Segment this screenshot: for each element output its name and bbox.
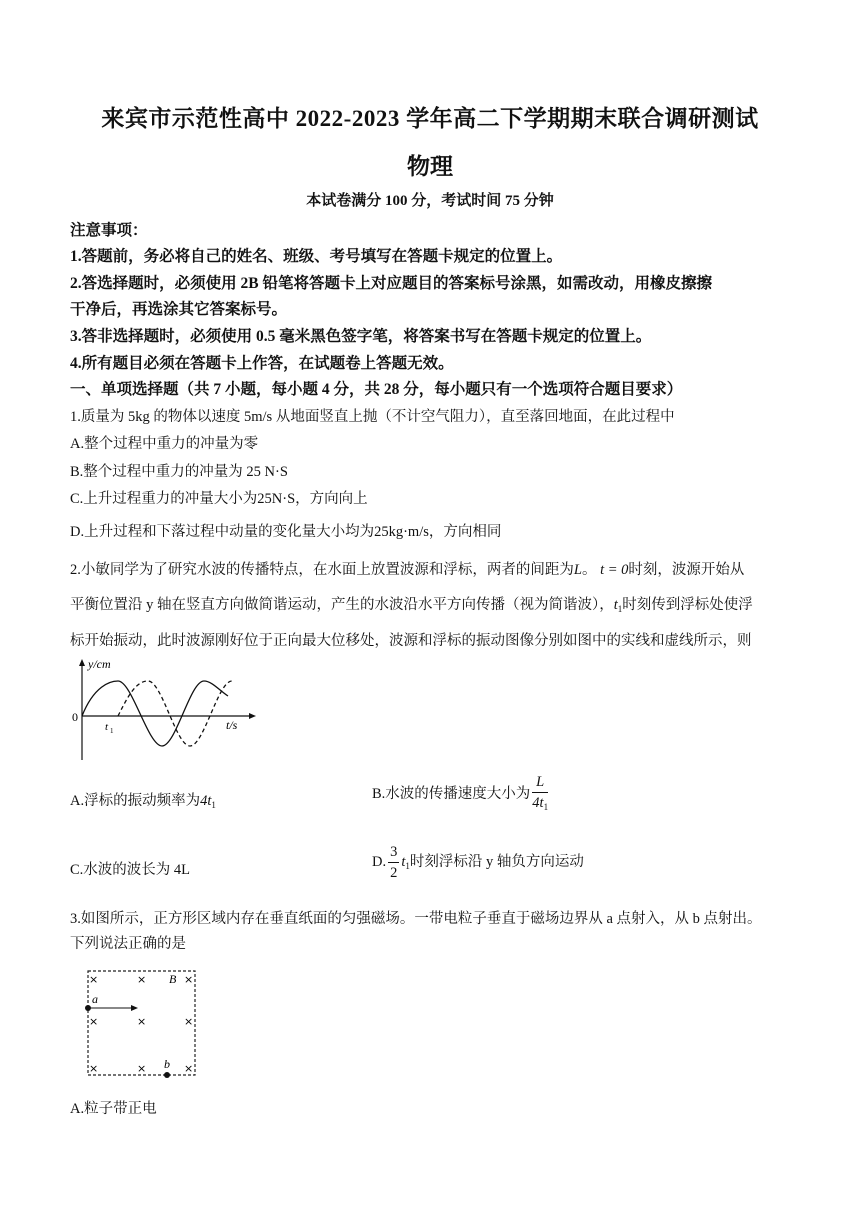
q3-option-a: A.粒子带正电: [70, 1101, 157, 1117]
q1-stem: 1.质量为 5kg 的物体以速度 5m/s 从地面竖直上抛（不计空气阻力），直至落回地面，在此过程中: [70, 409, 675, 425]
notice-item: 2.答选择题时，必须使用 2B 铅笔将答题卡上对应题目的答案标号涂黑，如需改动，用橡皮擦擦: [70, 275, 712, 292]
q1-option-c: C.上升过程重力的冲量大小为25N·S，方向向上: [70, 491, 368, 507]
field-cross: ×: [89, 1015, 99, 1028]
q2-vibration-graph: [70, 656, 260, 766]
q3-magnetic-field-figure: [78, 962, 208, 1082]
notice-item: 1.答题前，务必将自己的姓名、班级、考号填写在答题卡规定的位置上。: [70, 248, 563, 265]
q2-option-a: A.浮标的振动频率为$4t_1$: [70, 793, 216, 810]
q2-line3: 标开始振动，此时波源刚好位于正向最大位移处，波源和浮标的振动图像分别如图中的实线和虚线所示，则: [70, 633, 752, 649]
exam-meta: 本试卷满分 100 分，考试时间 75 分钟: [306, 193, 554, 209]
notice-heading: 注意事项：: [70, 222, 148, 239]
q1-option-d: D.上升过程和下落过程中动量的变化量大小均为25kg·m/s，方向相同: [70, 524, 502, 540]
point-b: [164, 1072, 170, 1078]
field-cross: ×: [89, 973, 99, 986]
field-cross: ×: [137, 1015, 147, 1028]
label-a: a: [92, 992, 98, 1006]
field-cross: ×: [184, 1062, 194, 1075]
field-cross: ×: [137, 973, 147, 986]
field-cross: ×: [137, 1062, 147, 1075]
notice-item: 4.所有题目必须在答题卡上作答，在试题卷上答题无效。: [70, 355, 454, 372]
q3-line1: 3.如图所示，正方形区域内存在垂直纸面的匀强磁场。一带电粒子垂直于磁场边界从 a 点射入，从 b 点射出。: [70, 911, 762, 927]
graph-ylabel: y/cm: [88, 657, 111, 671]
q1-option-b: B.整个过程中重力的冲量为 25 N·S: [70, 464, 288, 480]
field-cross: ×: [184, 1015, 194, 1028]
q2-option-d: D. $\frac{3}{2}$ $t_1$时刻浮标沿 y 轴负方向运动: [372, 844, 584, 881]
notice-item: 3.答非选择题时，必须使用 0.5 毫米黑色签字笔，将答案书写在答题卡规定的位置上。: [70, 328, 652, 345]
notice-item: 干净后，再选涂其它答案标号。: [70, 301, 288, 318]
graph-xlabel: t/s: [226, 718, 238, 732]
graph-tick-t: t: [105, 721, 109, 733]
label-B: B: [169, 972, 177, 986]
q2-line2: 平衡位置沿 y 轴在竖直方向做简谐运动，产生的水波沿水平方向传播（视为简谐波），$t_1$时刻传到浮标处使浮: [70, 597, 753, 614]
graph-origin: 0: [72, 710, 78, 724]
field-cross: ×: [184, 973, 194, 986]
q2-option-c: C.水波的波长为 4L: [70, 862, 191, 878]
q2-option-b: B.水波的传播速度大小为 $\frac{L}{4t_1}$: [372, 774, 549, 812]
q3-line2: 下列说法正确的是: [70, 936, 186, 952]
q2-line1: 2.小敏同学为了研究水波的传播特点，在水面上放置波源和浮标，两者的间距为L。 t = 0时刻，波源开始从: [70, 562, 745, 578]
label-b: b: [164, 1057, 170, 1071]
field-cross: ×: [89, 1062, 99, 1075]
exam-subject: 物理: [407, 154, 453, 179]
section-heading: 一、单项选择题（共 7 小题，每小题 4 分，共 28 分，每小题只有一个选项符合题目要求）: [70, 381, 683, 398]
q1-option-a: A.整个过程中重力的冲量为零: [70, 436, 259, 452]
graph-tick-sub: 1: [110, 727, 114, 735]
exam-title: 来宾市示范性高中 2022-2023 学年高二下学期期末联合调研测试: [101, 106, 759, 131]
